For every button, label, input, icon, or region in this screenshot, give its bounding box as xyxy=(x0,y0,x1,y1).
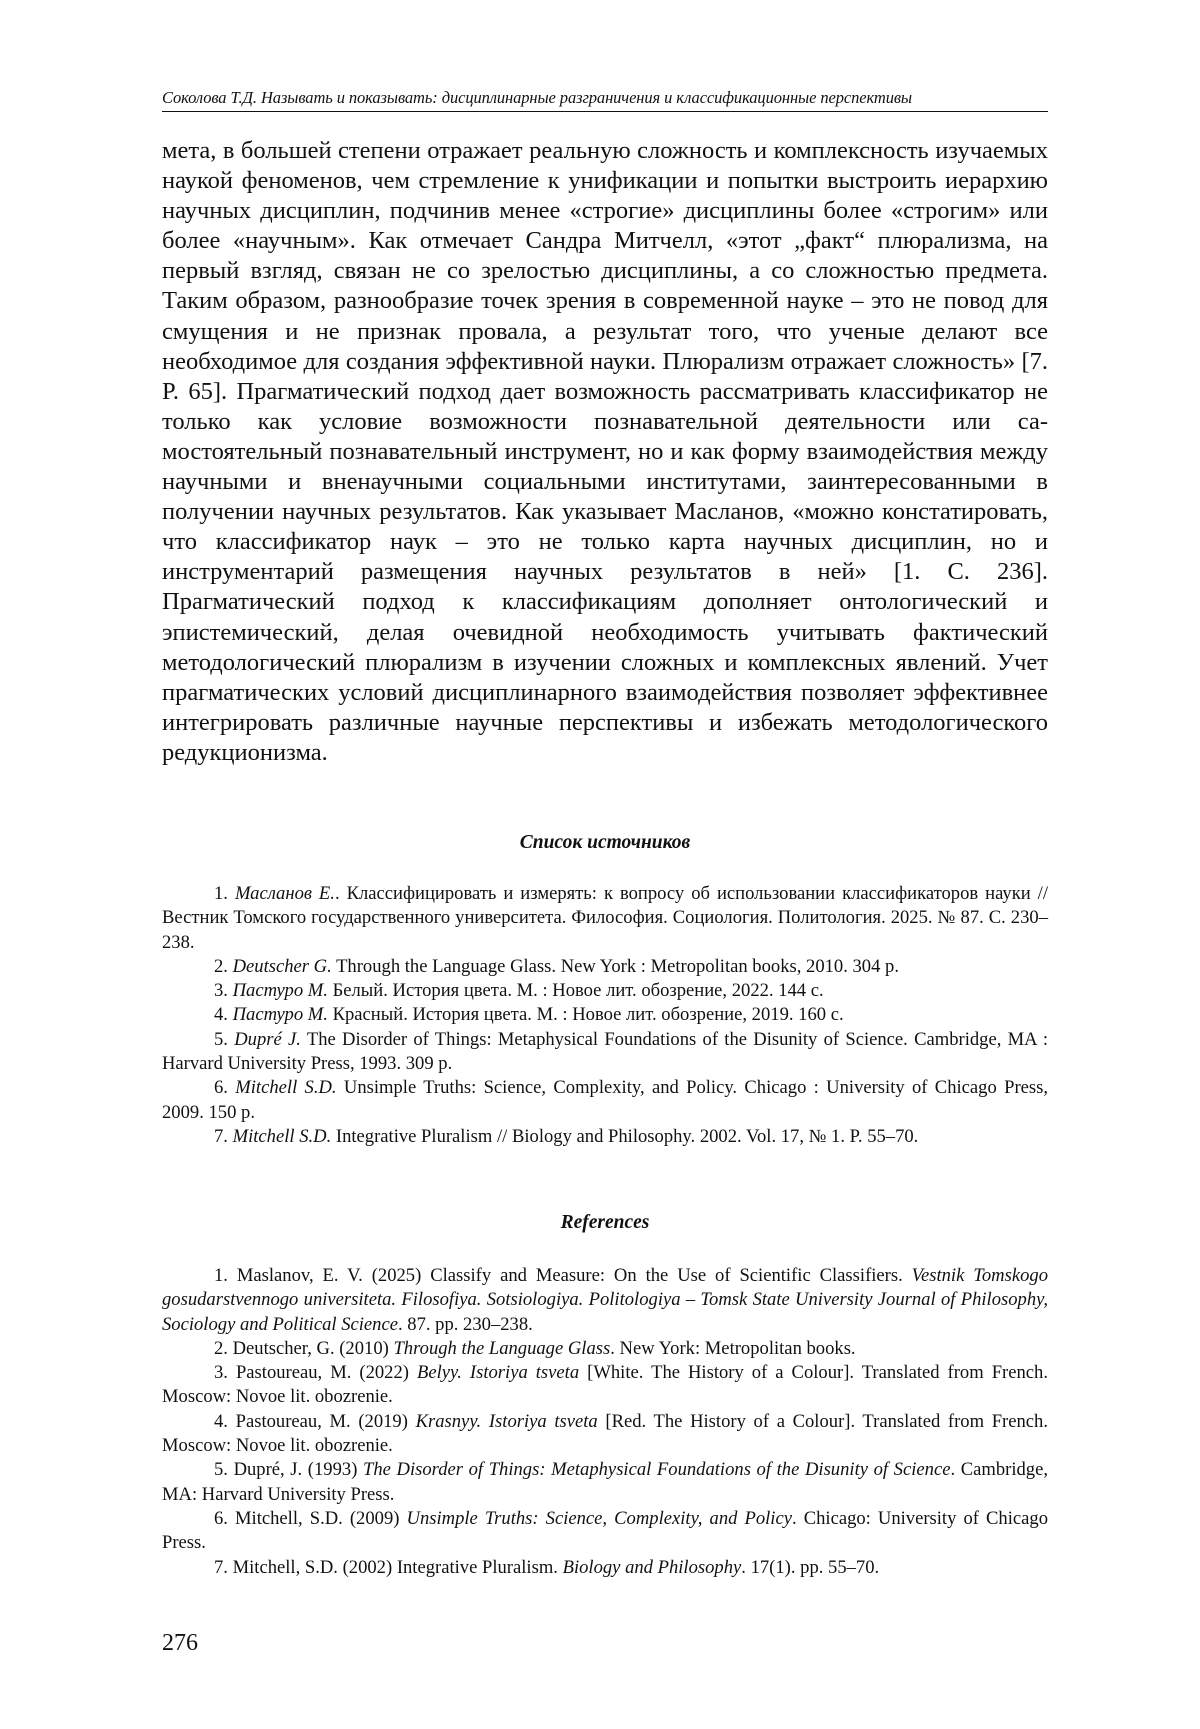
source-item xyxy=(162,955,1048,979)
reference-italic: Vestnik Tomskogo gosudarstvennogo universiteta. Filosofiya. Sotsiologiya. Politologiya – Tomsk State University Journal of Philosophy, Sociology and Political Science xyxy=(162,1265,1048,1335)
source-number: 7. xyxy=(214,1125,228,1147)
sources-list xyxy=(162,882,1048,1149)
source-author: Deutscher G. xyxy=(232,955,332,977)
reference-item: 5. Dupré, J. (1993) The Disorder of Things: Metaphysical Foundations of the Disunity of Science. Cambridge, MA: Harvard University Press. xyxy=(162,1459,1049,1505)
source-number: 4. xyxy=(214,1004,228,1026)
source-text: . Классифицировать и измерять: к вопросу об использовании классификаторов науки // Вестник Томского государственного университета. Философия. Социология. Политология. 2025. № 87. С. 230–238. xyxy=(162,883,1048,953)
source-text: Красный. История цвета. М. : Новое лит. обозрение, 2019. 160 с. xyxy=(327,1004,844,1026)
source-text: The Disorder of Things: Metaphysical Foundations of the Disunity of Science. Cambridge, MA : Harvard University Press, 1993. 309 p. xyxy=(162,1028,1048,1075)
source-author: Пастуро М. xyxy=(232,1004,328,1026)
sources-heading: Список источников xyxy=(519,832,691,853)
source-item xyxy=(162,1076,1048,1125)
source-text: Белый. История цвета. М. : Новое лит. обозрение, 2022. 144 с. xyxy=(327,980,824,1002)
running-header: Соколова Т.Д. Называть и показывать: дисциплинарные разграничения и классификационные перспективы xyxy=(162,88,1048,112)
source-author: Mitchell S.D. xyxy=(235,1077,337,1099)
reference-italic: Unsimple Truths: Science, Complexity, and Policy xyxy=(406,1507,792,1529)
reference-italic: Belyy. Istoriya tsveta xyxy=(416,1362,580,1384)
source-item xyxy=(162,1028,1048,1077)
source-text: Unsimple Truths: Science, Complexity, and Policy. Chicago : University of Chicago Press, 2009. 150 p. xyxy=(162,1077,1049,1123)
reference-item: 4. Pastoureau, M. (2019) Krasnyy. Istoriya tsveta [Red. The History of a Colour]. Translated from French. Moscow: Novoe lit. obozrenie. xyxy=(162,1410,1048,1457)
source-author: Dupré J. xyxy=(234,1028,301,1050)
body-paragraph: мета, в большей степени отражает реальную сложность и комплексность изучаемых наукой феноменов, чем стремление к унификации и попытки выстроить иерархию научных дисциплин, подчинив менее «строгие» дисциплины более «строгим» или более «научным». Как отмечает Сандра Митчелл, «этот „факт“ плюрализма, на первый взгляд, связан не со зрелостью дисциплины, а со сложностью предмета. Таким образом, разнообразие точек зрения в современной науке – это не повод для смущения и не признак провала, а результат того, что ученые делают все необходимое для создания эффективной науки. Плюрализм отражает сложность» [7. P. 65]. Прагматический подход дает возможность рассматривать классификатор не только как условие возможности познавательной деятельности или самостоятельный познавательный инструмент, но и как форму взаимодействия между научными и вненаучными социальными институтами, заинтересованными в получении научных результатов. Как указывает Масланов, «можно констатировать, что классификатор наук – это не только карта научных дисциплин, но и инструментарий размещения научных результатов в ней» [1. С. 236]. Прагматический подход к классификациям дополняет онтологический и эпистемический, делая очевидной необходимость учитывать фактический методологический плюрализм в изучении сложных и комплексных явлений. Учет прагматических условий дисциплинарного взаимодействия позволяет эффективнее интегрировать различные научные перспективы и избежать методологического редукционизма. xyxy=(162,137,1048,766)
reference-italic: Biology and Philosophy xyxy=(562,1556,742,1578)
source-number: 5. xyxy=(214,1028,228,1050)
page-number: 276 xyxy=(162,1630,198,1656)
source-number: 3. xyxy=(214,980,228,1002)
source-author: Пастуро М. xyxy=(232,980,328,1002)
reference-item: 6. Mitchell, S.D. (2009) Unsimple Truths: Science, Complexity, and Policy. Chicago: University of Chicago Press. xyxy=(162,1507,1048,1554)
source-number: 6. xyxy=(214,1077,228,1099)
reference-item: 3. Pastoureau, M. (2022) Belyy. Istoriya tsveta [White. The History of a Colour]. Translated from French. Moscow: Novoe lit. obozrenie. xyxy=(162,1362,1048,1408)
source-item xyxy=(162,882,1048,955)
reference-item: 1. Maslanov, E. V. (2025) Classify and Measure: On the Use of Scientific Classifiers. Vestnik Tomskogo gosudarstvennogo universiteta. Filosofiya. Sotsiologiya. Politologiya – Tomsk State University Journal of Philosophy, Sociology and Political Science. 87. pp. 230–238. xyxy=(162,1265,1048,1335)
body-text xyxy=(162,136,1048,768)
references-heading: References xyxy=(560,1212,650,1233)
source-number: 2. xyxy=(214,955,228,977)
source-item xyxy=(162,1125,1048,1149)
reference-italic: Through the Language Glass xyxy=(393,1337,611,1359)
source-item xyxy=(162,1003,1048,1027)
reference-item: 7. Mitchell, S.D. (2002) Integrative Pluralism. Biology and Philosophy. 17(1). pp. 55–70. xyxy=(214,1556,880,1578)
source-number: 1. xyxy=(214,883,228,904)
reference-item: 2. Deutscher, G. (2010) Through the Language Glass. New York: Metropolitan books. xyxy=(214,1337,856,1359)
source-author: Масланов Е. xyxy=(234,883,335,904)
source-text: Integrative Pluralism // Biology and Philosophy. 2002. Vol. 17, № 1. P. 55–70. xyxy=(331,1125,919,1147)
source-author: Mitchell S.D. xyxy=(232,1125,332,1147)
reference-italic: The Disorder of Things: Metaphysical Foundations of the Disunity of Science xyxy=(363,1459,951,1481)
references-list xyxy=(162,1264,1048,1580)
reference-italic: Krasnyy. Istoriya tsveta xyxy=(415,1410,598,1432)
source-text: Through the Language Glass. New York : Metropolitan books, 2010. 304 p. xyxy=(331,955,899,977)
source-item xyxy=(162,979,1048,1003)
